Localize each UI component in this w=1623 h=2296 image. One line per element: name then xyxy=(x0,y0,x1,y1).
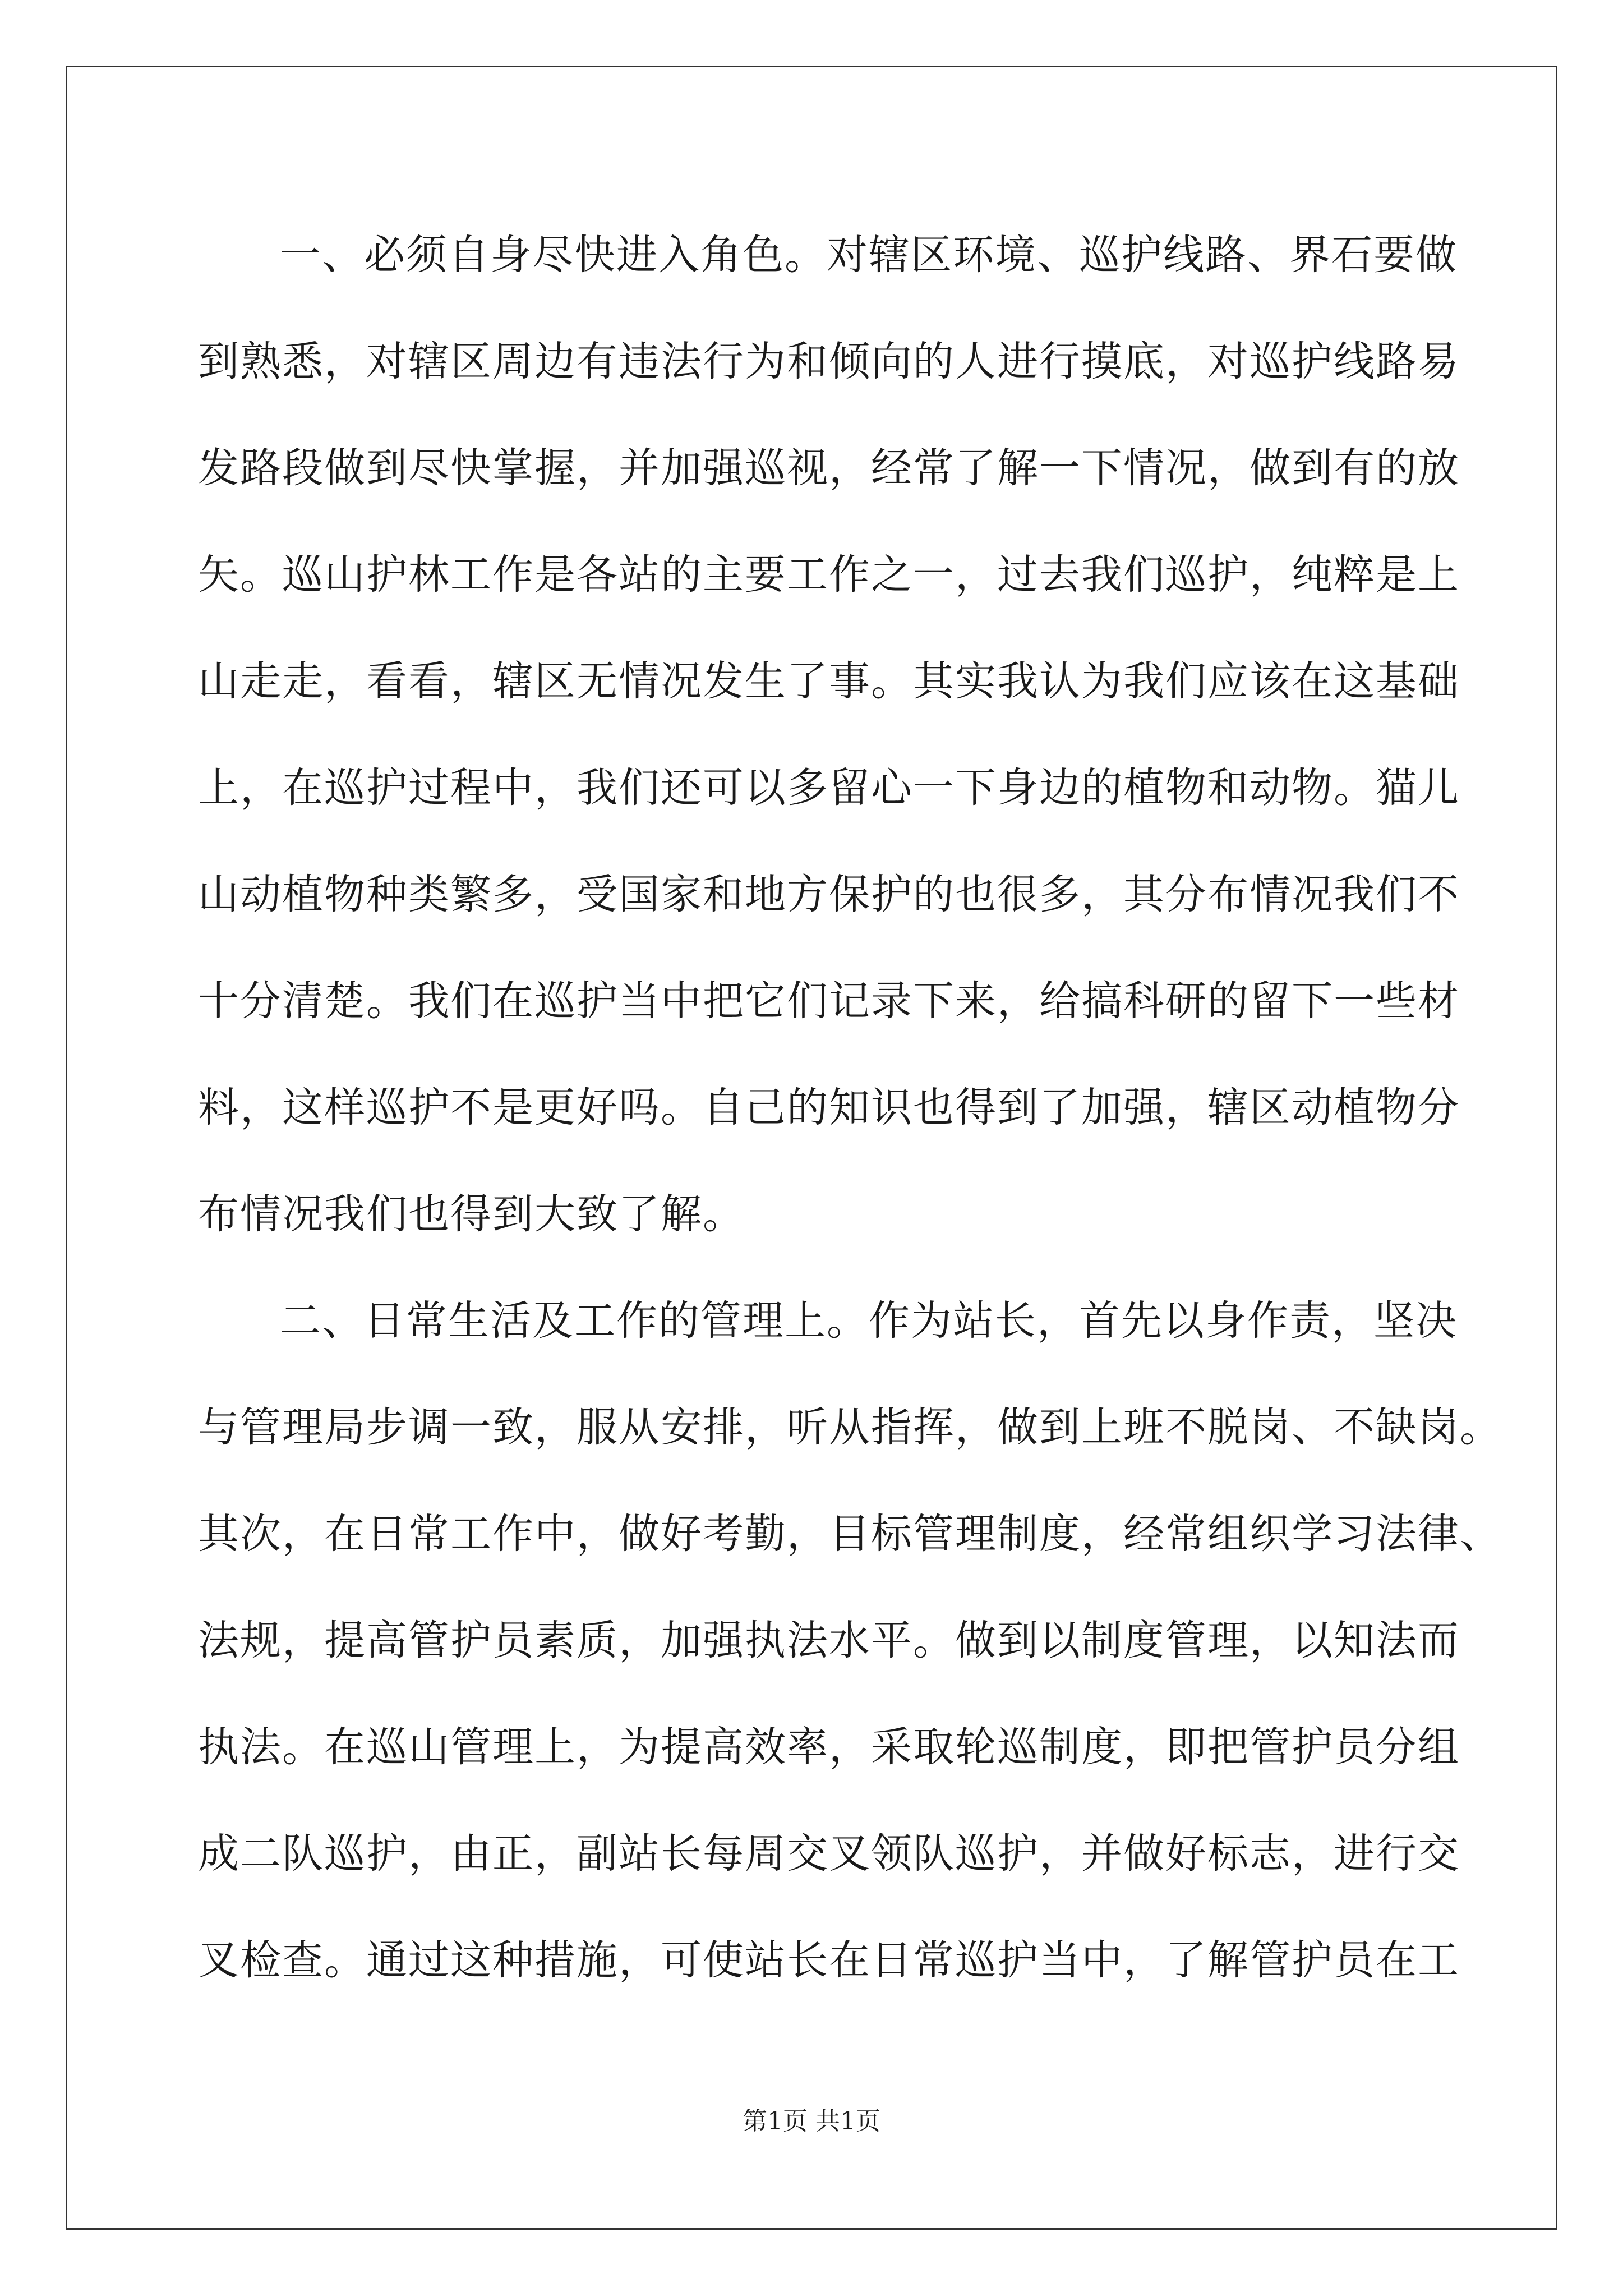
text-line: 一、必须自身尽快进入角色。对辖区环境、巡护线路、界石要做 xyxy=(280,231,1458,279)
paragraph-1 xyxy=(198,202,1460,1268)
text-line: 执法。在巡山管理上，为提高效率，采取轮巡制度，即把管护员分组 xyxy=(198,1723,1460,1771)
page-number: 第1页 共1页 xyxy=(743,2107,880,2136)
text-line: 料，这样巡护不是更好吗。自己的知识也得到了加强，辖区动植物分 xyxy=(198,1084,1460,1131)
text-line: 山动植物种类繁多，受国家和地方保护的也很多，其分布情况我们不 xyxy=(198,871,1460,918)
text-line: 与管理局步调一致，服从安排，听从指挥，做到上班不脱岗、不缺岗。 xyxy=(198,1404,1502,1451)
text-line: 上，在巡护过程中，我们还可以多留心一下身边的植物和动物。猫儿 xyxy=(198,764,1460,812)
text-line: 十分清楚。我们在巡护当中把它们记录下来，给搞科研的留下一些材 xyxy=(198,977,1460,1025)
text-line: 到熟悉，对辖区周边有违法行为和倾向的人进行摸底，对巡护线路易 xyxy=(198,338,1460,385)
text-line: 二、日常生活及工作的管理上。作为站长，首先以身作责，坚决 xyxy=(280,1297,1458,1345)
text-line: 成二队巡护，由正，副站长每周交叉领队巡护，并做好标志，进行交 xyxy=(198,1830,1460,1878)
text-line: 布情况我们也得到大致了解。 xyxy=(198,1190,745,1238)
text-line: 发路段做到尽快掌握，并加强巡视，经常了解一下情况，做到有的放 xyxy=(198,444,1460,492)
text-line: 法规，提高管护员素质，加强执法水平。做到以制度管理，以知法而 xyxy=(198,1617,1460,1664)
document-body xyxy=(198,202,1502,2014)
page-footer xyxy=(0,2101,1623,2137)
text-line: 叉检查。通过这种措施，可使站长在日常巡护当中，了解管护员在工 xyxy=(198,1936,1460,1984)
text-line: 其次，在日常工作中，做好考勤，目标管理制度，经常组织学习法律、 xyxy=(198,1510,1502,1558)
text-line: 山走走，看看，辖区无情况发生了事。其实我认为我们应该在这基础 xyxy=(198,657,1460,705)
text-line: 矢。巡山护林工作是各站的主要工作之一，过去我们巡护，纯粹是上 xyxy=(198,551,1460,599)
paragraph-2 xyxy=(198,1268,1502,2014)
